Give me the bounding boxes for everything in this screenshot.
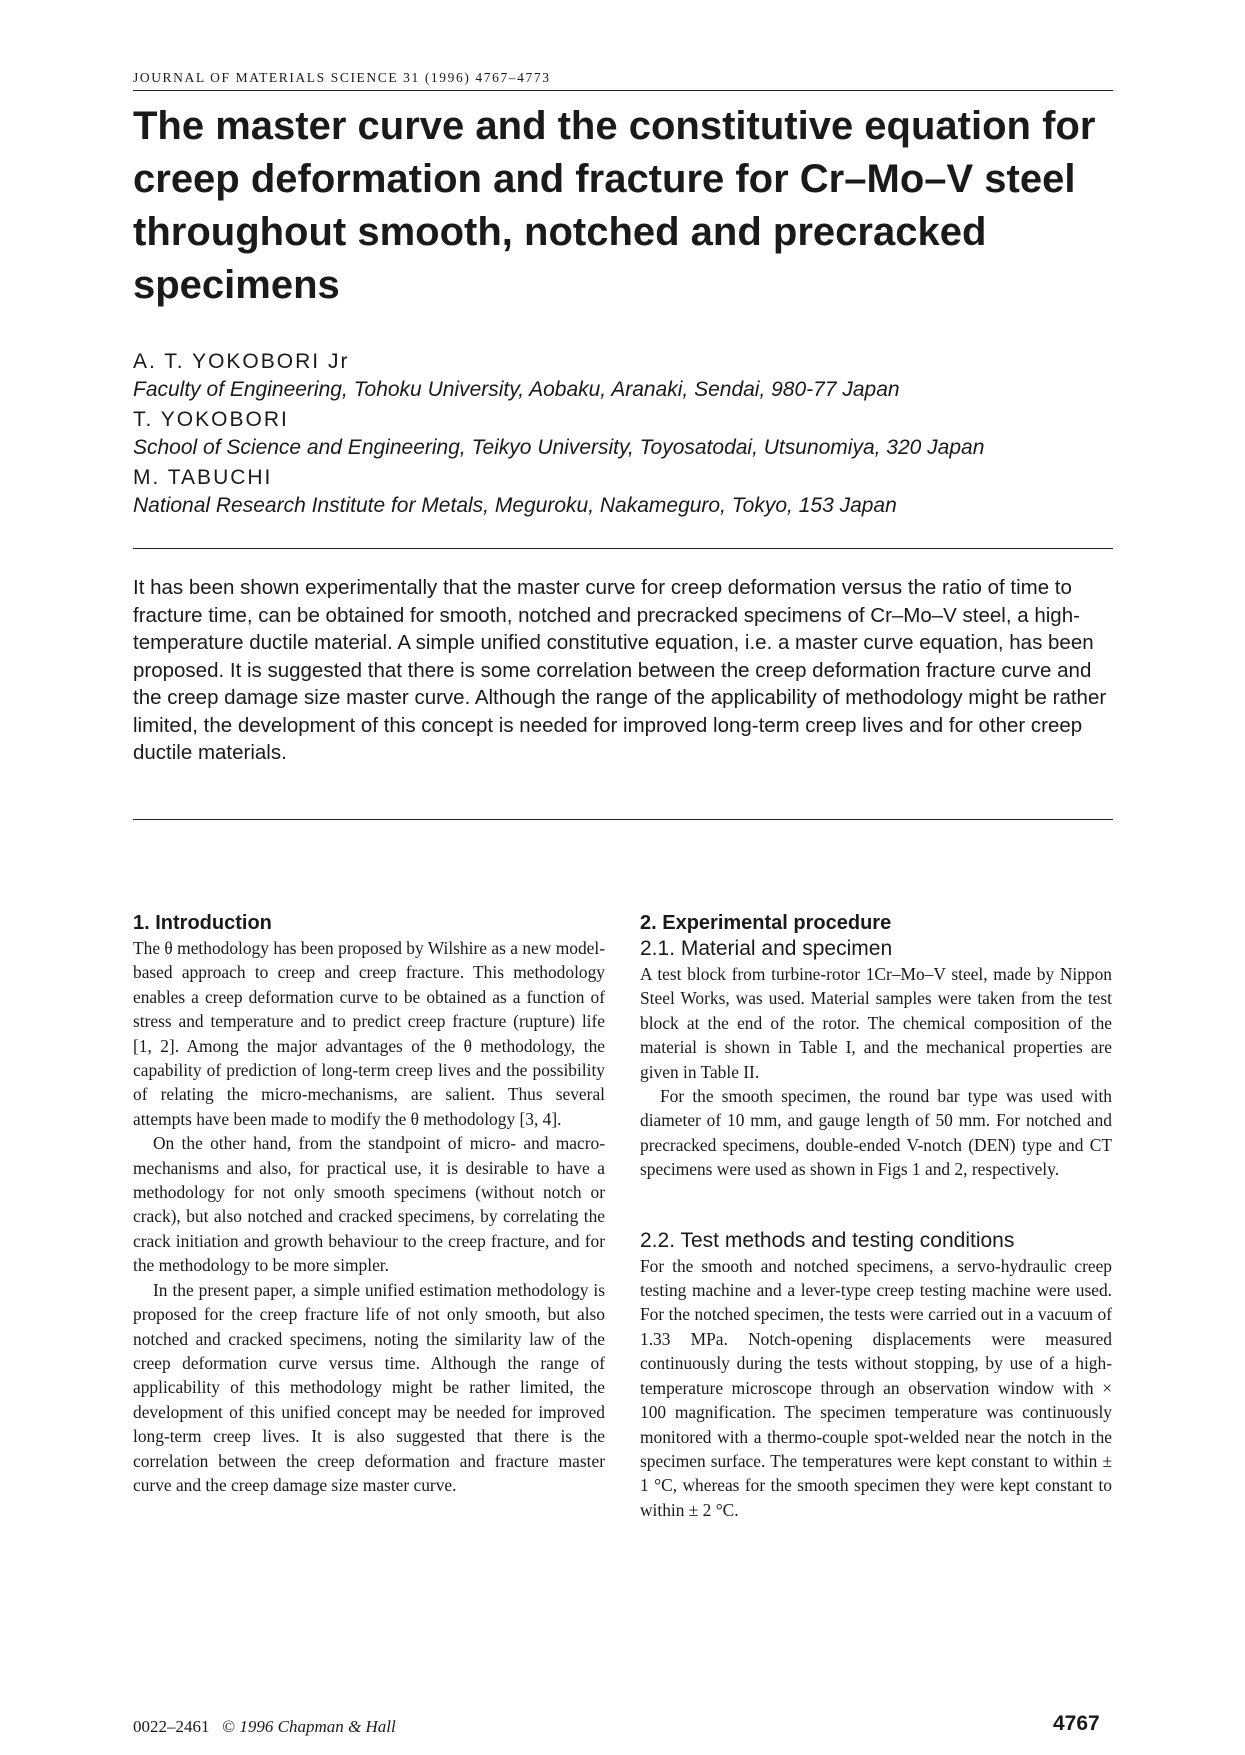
publisher: 1996 Chapman & Hall (239, 1717, 396, 1736)
journal-header: JOURNAL OF MATERIALS SCIENCE 31 (1996) 4767–4773 (133, 70, 1113, 91)
author-name: A. T. YOKOBORI Jr (133, 350, 350, 373)
abstract-top-rule (133, 548, 1113, 549)
abstract: It has been shown experimentally that the master curve for creep deformation versus the ratio of time to fracture time, can be obtained for smooth, notched and precracked specimens of Cr–Mo–V steel, a high-temperature ductile material. A simple unified constitutive equation, i.e. a master curve equation, has been proposed. It is suggested that there is some correlation between the creep deformation fracture curve and the creep damage size master curve. Although the range of the applicability of methodology might be rather limited, the development of this concept is needed for improved long-term creep lives and for other creep ductile materials. (133, 576, 1107, 764)
author-block (133, 464, 1133, 520)
author-block (133, 348, 1133, 404)
author-name: M. TABUCHI (133, 466, 273, 489)
paper-title: The master curve and the constitutive equation for creep deformation and fracture for Cr–Mo–V steel throughout smooth, notched and precracked specimens (133, 104, 1096, 307)
abstract-bottom-rule (133, 819, 1113, 820)
paragraph: The θ methodology has been proposed by Wilshire as a new model-based approach to creep and creep fracture. This methodology enables a creep deformation curve to be obtained as a function of stress and temperature and to predict creep fracture (rupture) life [1, 2]. Among the major advantages of the θ methodology, the capability of prediction of long-term creep lives and the possibility of relating the micro-mechanisms, are salient. Thus several attempts have been made to modify the θ methodology [3, 4]. (133, 938, 605, 1129)
footer-citation (133, 1717, 396, 1737)
copyright-symbol: © (222, 1717, 236, 1736)
paragraph: A test block from turbine-rotor 1Cr–Mo–V steel, made by Nippon Steel Works, was used. Material samples were taken from the test block at the end of the rotor. The chemical composition of the material is shown in Table I, and the mechanical properties are given in Table II. (640, 964, 1112, 1082)
subsection-heading-material: 2.1. Material and specimen (640, 937, 893, 960)
left-column (133, 910, 605, 1497)
author-affiliation: School of Science and Engineering, Teikyo University, Toyosatodai, Utsunomiya, 320 Japan (133, 436, 985, 459)
author-list (133, 348, 1133, 522)
author-affiliation: National Research Institute for Metals, Meguroku, Nakameguro, Tokyo, 153 Japan (133, 494, 897, 517)
section-heading-introduction: 1. Introduction (133, 912, 272, 934)
issn: 0022–2461 (133, 1717, 210, 1736)
author-affiliation: Faculty of Engineering, Tohoku University, Aobaku, Aranaki, Sendai, 980-77 Japan (133, 378, 900, 401)
author-name: T. YOKOBORI (133, 408, 289, 431)
subsection-heading-test-methods: 2.2. Test methods and testing conditions (640, 1228, 1015, 1252)
section-heading-experimental: 2. Experimental procedure (640, 912, 892, 934)
page-number: 4767 (1053, 1712, 1100, 1735)
paragraph: In the present paper, a simple unified estimation methodology is proposed for the creep fracture life of not only smooth, but also notched and cracked specimens, noting the similarity law of the creep deformation curve versus time. Although the range of applicability of this methodology might be rather limited, the development of this unified concept may be needed for improved long-term creep lives. It is also suggested that there is the correlation between the creep deformation and fracture master curve and the creep damage size master curve. (133, 1279, 605, 1495)
author-block (133, 406, 1133, 462)
paragraph: For the smooth specimen, the round bar type was used with diameter of 10 mm, and gauge length of 50 mm. For notched and precracked specimens, double-ended V-notch (DEN) type and CT specimens were used as shown in Figs 1 and 2, respectively. (640, 1086, 1112, 1180)
paragraph: For the smooth and notched specimens, a servo-hydraulic creep testing machine and a lever-type creep testing machine were used. For the notched specimen, the tests were carried out in a vacuum of 1.33 MPa. Notch-opening displacements were measured continuously during the tests without stopping, by use of a high-temperature microscope through an observation window with × 100 magnification. The specimen temperature was continuously monitored with a thermo-couple spot-welded near the notch in the specimen surface. The temperatures were kept constant to within ± 1 °C, whereas for the smooth specimen they were kept constant to within ± 2 °C. (640, 1255, 1112, 1520)
paragraph: On the other hand, from the standpoint of micro- and macro-mechanisms and also, for practical use, it is desirable to have a methodology for not only smooth specimens (without notch or crack), but also notched and cracked specimens, by correlating the crack initiation and growth behaviour to the creep fracture, and for the methodology to be more simpler. (133, 1133, 605, 1276)
right-column (640, 910, 1112, 1522)
